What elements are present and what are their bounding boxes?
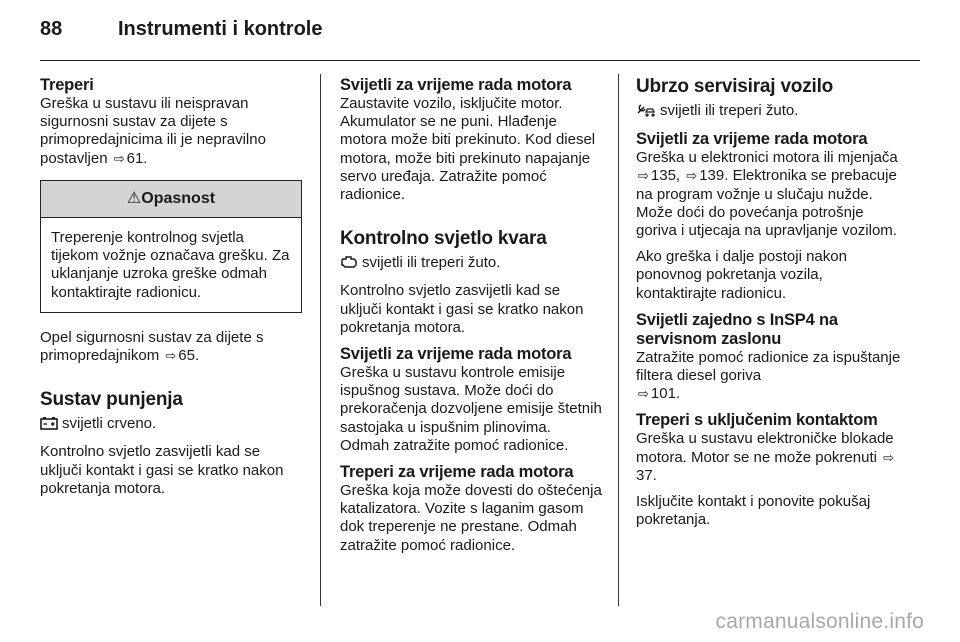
page-ref-arrow-icon: ⇨ [686,168,698,184]
section-title: Svijetli za vrijeme rada motora [340,76,572,94]
paragraph: Kontrolno svjetlo zasvijetli kad se uključi kontakt i gasi se kratko nakon pokretanja motora. [40,443,284,497]
section-title: Treperi [40,76,94,94]
header-rule [40,60,920,61]
page-ref[interactable]: 101. [650,385,681,403]
page-ref-arrow-icon: ⇨ [165,348,177,364]
column-middle [340,76,602,563]
paragraph: Ako greška i dalje postoji nakon ponovnog pokretanja vozila, kontaktirajte radionicu. [636,248,847,302]
paragraph: svijetli crveno. [40,415,302,435]
section-heading: Ubrzo servisiraj vozilo [636,76,834,97]
section-title: Treperi s uključenim kontaktom [636,411,878,430]
page-ref-arrow-icon: ⇨ [883,449,895,465]
section-heading: Sustav punjenja [40,389,183,411]
paragraph: Greška u sustavu kontrole emisije ispušnog sustava. Može doći do prekoračenja dozvoljene emisije štetnih sastojaka u ispušnim plinovima. Odmah zatražite pomoć radionice. [340,364,602,454]
page-ref-arrow-icon: ⇨ [638,168,649,184]
page-ref-arrow-icon: ⇨ [638,386,649,402]
column-divider [618,74,619,606]
section-title: Svijetli zajedno s InSP4 na servisnom zaslonu [636,310,838,348]
paragraph: Greška u elektronici motora ili mjenjača ⇨ 135, ⇨ 139. Elektronika se prebacuje na program vožnje u slučaju nužde. Može doći do povećanja potrošnje goriva i utjecaja na upravljanje vozilom. [636,149,898,240]
chapter-title: Instrumenti i kontrole [118,18,323,40]
paragraph: svijetli ili treperi žuto. [636,102,904,122]
section-title: Treperi za vrijeme rada motora [340,463,574,482]
paragraph: Isključite kontakt i ponovite pokušaj pokretanja. [636,493,871,529]
danger-title: ⚠Opasnost [41,181,301,218]
paragraph: Greška u sustavu ili neispravan sigurnosni sustav za dijete s primopredajnicima ili je nepravilno postavljen ⇨ 61. [40,95,266,167]
page-ref[interactable]: 65. [178,347,200,365]
section-heading: Kontrolno svjetlo kvara [340,228,547,250]
section-title: Svijetli za vrijeme rada motora [340,345,572,364]
battery-icon [40,416,58,435]
column-right [636,76,904,537]
danger-box [40,180,302,313]
paragraph: svijetli ili treperi žuto. [340,254,602,274]
page-ref[interactable]: 135, [650,167,681,185]
danger-text: Treperenje kontrolnog svjetla tijekom vožnje označava grešku. Za uklanjanje uzroka greške odmah kontaktirajte radionicu. [51,229,290,301]
warning-triangle-icon: ⚠ [126,189,142,207]
page-number: 88 [40,18,63,40]
page-ref[interactable]: 61. [126,149,148,167]
page-ref[interactable]: 139. [699,167,729,185]
engine-icon [340,255,358,274]
page-ref-arrow-icon: ⇨ [113,150,125,166]
watermark: carmanualsonline.info [715,610,924,633]
page-ref[interactable]: 37. [636,466,657,484]
column-left [40,76,302,506]
paragraph: Zatražite pomoć radionice za ispuštanje filtera diesel goriva ⇨ 101. [636,348,901,403]
section-title: Svijetli za vrijeme rada motora [636,130,868,149]
paragraph: Zaustavite vozilo, isključite motor. Akumulator se ne puni. Hlađenje motora može biti prekinuto. Kod diesel motora, može biti prekinuto napajanje servo uređaja. Zatražite pomoć radionice. [340,95,596,204]
page-header [40,18,920,46]
paragraph: Greška u sustavu elektroničke blokade motora. Motor se ne može pokrenuti ⇨37. [636,430,895,484]
wrench-car-icon [636,103,656,122]
paragraph: Kontrolno svjetlo zasvijetli kad se uključi kontakt i gasi se kratko nakon pokretanja motora. [340,282,584,336]
column-divider [320,74,321,606]
paragraph: Greška koja može dovesti do oštećenja katalizatora. Vozite s laganim gasom dok treperenje ne prestane. Odmah zatražite pomoć radionice. [340,482,602,554]
paragraph: Opel sigurnosni sustav za dijete s primopredajnikom ⇨ 65. [40,328,264,365]
